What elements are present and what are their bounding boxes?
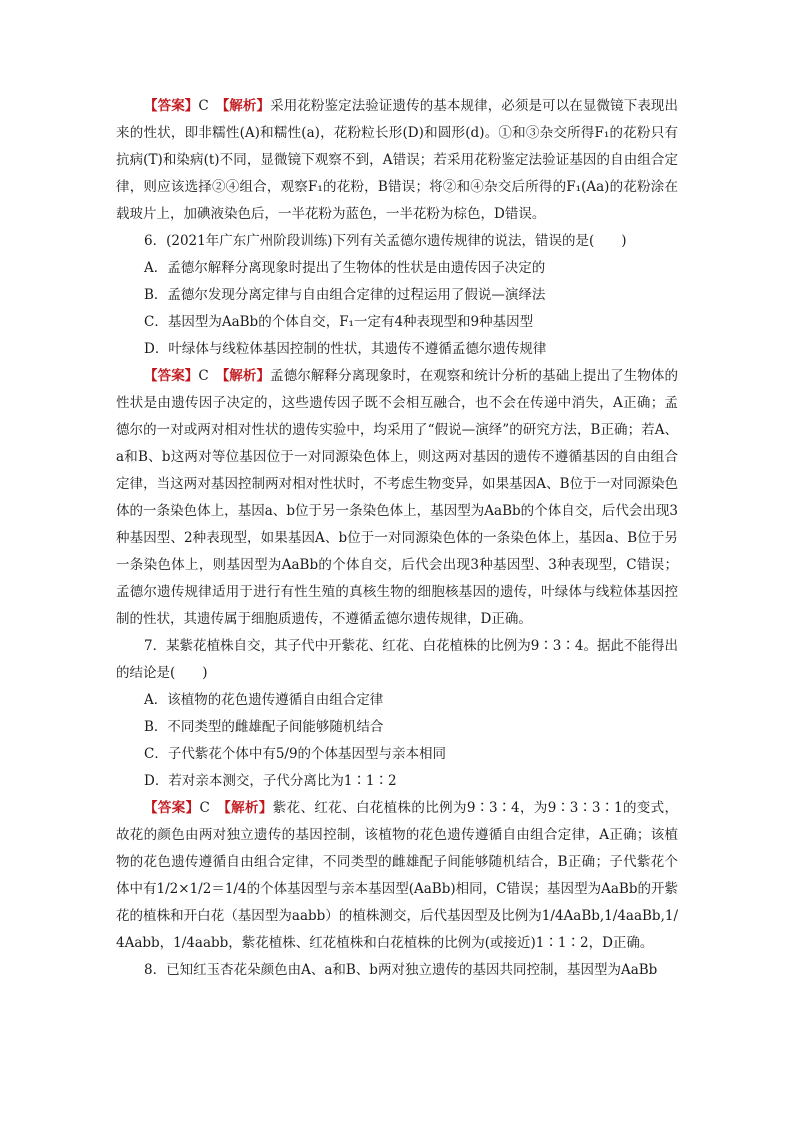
q6-option-c: C．基因型为AaBb的个体自交，F₁一定有4种表现型和9种基因型 (144, 314, 534, 330)
answer-tag: 【答案】 (144, 368, 199, 384)
q6-option-b: B．孟德尔发现分离定律与自由组合定律的过程运用了假说—演绎法 (144, 287, 546, 303)
q6-solution (116, 363, 678, 633)
answer-letter: C (199, 800, 210, 816)
q7-option-b: B．不同类型的雌雄配子间能够随机结合 (144, 719, 384, 735)
q7-option-d: D．若对亲本测交，子代分离比为1∶1∶2 (144, 773, 397, 789)
q7-option-a: A．该植物的花色遗传遵循自由组合定律 (144, 692, 384, 708)
analysis-text: 紫花、红花、白花植株的比例为9∶3∶4，为9∶3∶3∶1的变式，故花的颜色由两对独立遗传的基因控制，该植物的花色遗传遵循自由组合定律，A正确；该植物的花色遗传遵循自由组合定律，不同类型的雌雄配子间能够随机结合，B正确；子代紫花个体中有1/2×1/2＝1/4的个体基因型与亲本基因型(AaBb)相同，C错误；基因型为AaBb的开紫花的植株和开白花（基因型为aabb）的植株测交，后代基因型及比例为1/4AaBb,1/4aaBb,1/4Aabb，1/4aabb，紫花植株、红花植株和白花植株的比例为(或接近)1∶1∶2，D正确。 (116, 800, 679, 951)
analysis-tag: 【解析】 (222, 368, 271, 384)
q8-stem: 8．已知红玉杏花朵颜色由A、a和B、b两对独立遗传的基因共同控制，基因型为AaBb (144, 962, 658, 978)
q6-option-d: D．叶绿体与线粒体基因控制的性状，其遗传不遵循孟德尔遗传规律 (144, 341, 547, 357)
q7-option-c: C．子代紫花个体中有5/9的个体基因型与亲本相同 (144, 746, 447, 762)
page-content (116, 93, 678, 984)
analysis-tag: 【解析】 (224, 800, 273, 816)
q6-stem: 6．(2021年广东广州阶段训练)下列有关孟德尔遗传规律的说法，错误的是( ) (144, 233, 627, 249)
answer-tag: 【答案】 (144, 98, 199, 114)
q6-option-a: A．孟德尔解释分离现象时提出了生物体的性状是由遗传因子决定的 (144, 260, 546, 276)
q7-solution (116, 795, 678, 957)
q5-solution (116, 93, 678, 228)
q7-stem: 7．某紫花植株自交，其子代中开紫花、红花、白花植株的比例为9∶3∶4。据此不能得出的结论是( ) (116, 638, 678, 681)
answer-tag: 【答案】 (144, 800, 200, 816)
answer-letter: C (198, 98, 209, 114)
answer-letter: C (198, 368, 209, 384)
analysis-text: 采用花粉鉴定法验证遗传的基本规律，必须是可以在显微镜下表现出来的性状，即非糯性(A)和糯性(a)，花粉粒长形(D)和圆形(d)。①和③杂交所得F₁的花粉只有抗病(T)和染病(t)不同，显微镜下观察不到，A错误；若采用花粉鉴定法验证基因的自由组合定律，则应该选择②④组合，观察F₁的花粉，B错误；将②和④杂交后所得的F₁(Aa)的花粉涂在载玻片上，加碘液染色后，一半花粉为蓝色，一半花粉为棕色，D错误。 (116, 98, 679, 222)
analysis-tag: 【解析】 (222, 98, 271, 114)
analysis-text: 孟德尔解释分离现象时，在观察和统计分析的基础上提出了生物体的性状是由遗传因子决定的，这些遗传因子既不会相互融合，也不会在传递中消失，A正确；孟德尔的一对或两对相对性状的遗传实验中，均采用了“假说—演绎”的研究方法，B正确；若A、a和B、b这两对等位基因位于一对同源染色体上，则这两对基因的遗传不遵循基因的自由组合定律，当这两对基因控制两对相对性状时，不考虑生物变异，如果基因A、B位于一对同源染色体的一条染色体上，基因a、b位于另一条染色体上，基因型为AaBb的个体自交，后代会出现3种基因型、2种表现型，如果基因A、b位于一对同源染色体的一条染色体上，基因a、B位于另一条染色体上，则基因型为AaBb的个体自交，后代会出现3种基因型、3种表现型，C错误；孟德尔遗传规律适用于进行有性生殖的真核生物的细胞核基因的遗传，叶绿体与线粒体基因控制的性状，其遗传属于细胞质遗传，不遵循孟德尔遗传规律，D正确。 (116, 368, 679, 627)
